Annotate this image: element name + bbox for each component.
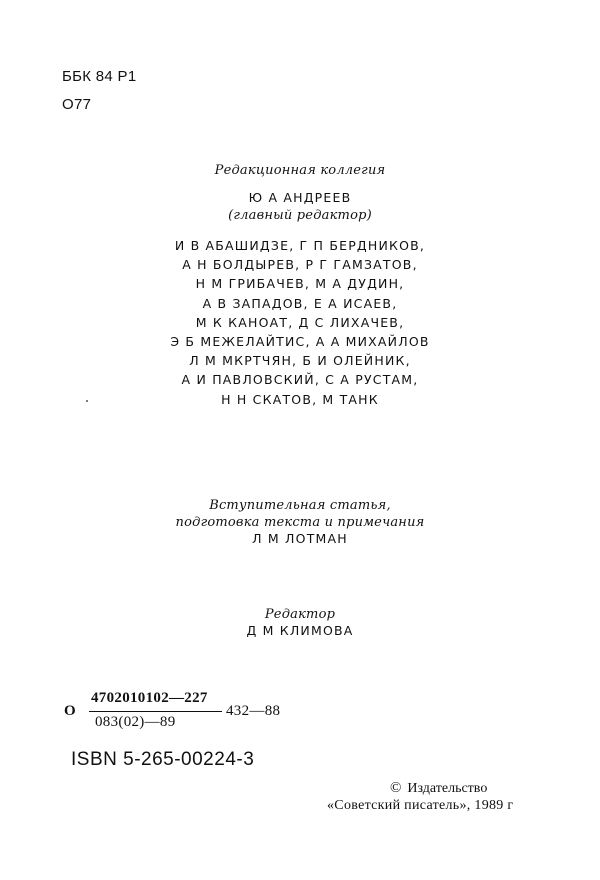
board-members-line: Н М ГРИБАЧЕВ, М А ДУДИН, [195,276,405,292]
copyright-publisher-name: «Советский писатель», 1989 г [327,798,514,813]
print-speck [86,400,88,402]
text-preparation-label: подготовка текста и примечания [175,515,425,530]
intro-article-label: Вступительная статья, [209,498,391,513]
intro-author-name: Л М ЛОТМАН [252,531,348,546]
editorial-board-members [100,236,500,409]
author-mark-code: О77 [62,96,92,113]
bbk-classification: ББК 84 Р1 [62,68,137,85]
publication-code-denominator: 083(02)—89 [95,714,176,730]
board-members-line: Н Н СКАТОВ, М ТАНК [221,391,379,407]
board-members-line: М К КАНОАТ, Д С ЛИХАЧЕВ, [195,314,405,330]
chief-editor-name: Ю А АНДРЕЕВ [248,190,352,205]
editor-label: Редактор [264,607,336,622]
publication-code-letter: О [64,703,76,719]
board-members-line: А И ПАВЛОВСКИЙ, С А РУСТАМ, [181,372,419,388]
board-members-line: А В ЗАПАДОВ, Е А ИСАЕВ, [202,295,398,311]
publisher-label: Издательство [407,781,488,796]
board-members-line: А Н БОЛДЫРЕВ, Р Г ГАМЗАТОВ, [182,257,418,273]
publication-code [62,690,322,740]
board-members-line: Л М МКРТЧЯН, Б И ОЛЕЙНИК, [189,353,411,369]
fraction-rule [89,711,222,712]
board-members-line: И В АБАШИДЗЕ, Г П БЕРДНИКОВ, [174,238,426,253]
copyright-icon: © [390,780,402,796]
publication-code-numerator: 4702010102—227 [91,690,208,706]
editor-name: Д М КЛИМОВА [246,623,354,638]
editorial-board-heading: Редакционная коллегия [214,163,386,178]
isbn-number: ISBN 5-265-00224-3 [71,749,255,770]
board-members-line: Э Б МЕЖЕЛАЙТИС, А А МИХАЙЛОВ [170,333,430,349]
publication-code-suffix: 432—88 [226,703,281,719]
chief-editor-role: (главный редактор) [228,208,372,223]
copyright-publisher-line [390,780,600,797]
